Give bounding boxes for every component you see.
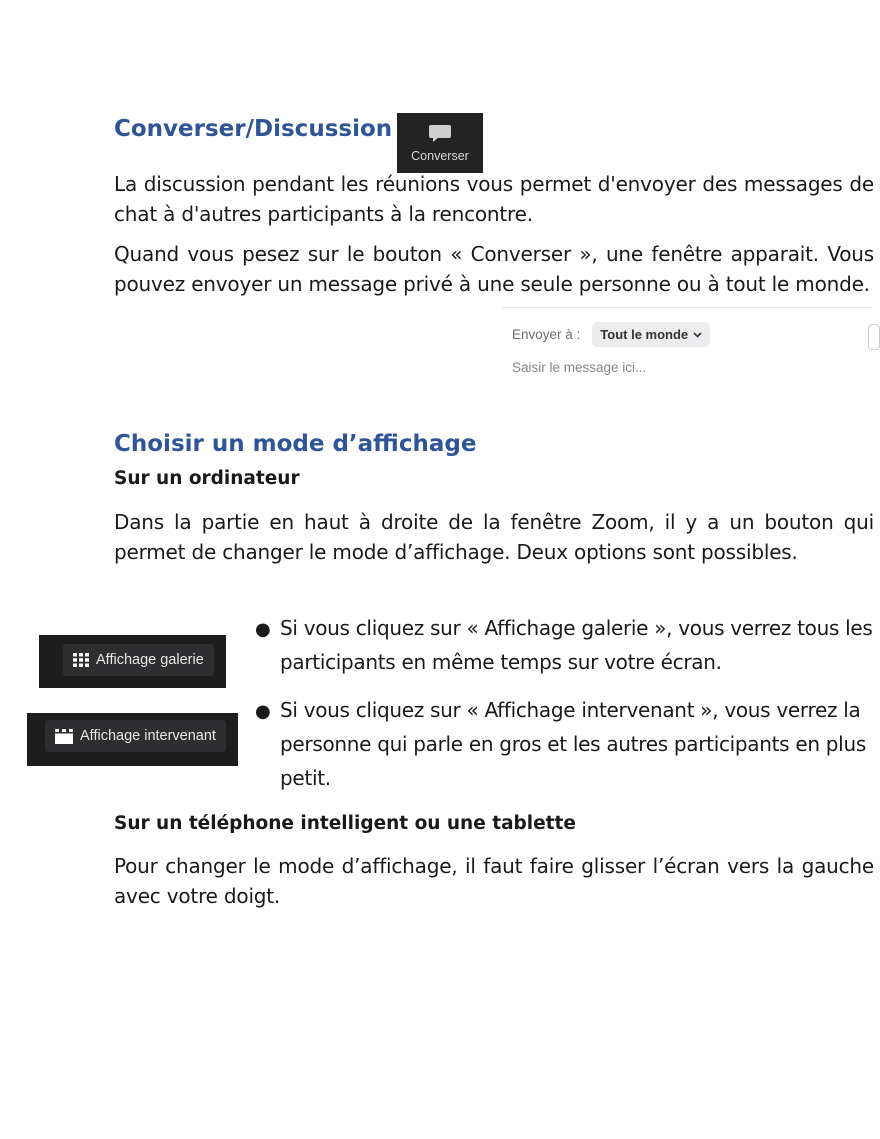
recipient-value: Tout le monde: [600, 327, 689, 342]
message-input[interactable]: Saisir le message ici...: [512, 360, 647, 375]
bullet-gallery: Si vous cliquez sur « Affichage galerie », vous verrez tous les participants en même temps sur votre écran.: [280, 616, 873, 674]
bullet-marker: ●: [255, 701, 271, 722]
chat-paragraph-1: La discussion pendant les réunions vous permet d'envoyer des messages de chat à d'autres participants à la rencontre.: [114, 172, 874, 226]
bullet-speaker: Si vous cliquez sur « Affichage intervenant », vous verrez la personne qui parle en gros et les autres participants en plus petit.: [280, 698, 866, 790]
section-title-view-mode: Choisir un mode d’affichage: [114, 431, 477, 457]
speaker-view-label: Affichage intervenant: [80, 728, 216, 744]
subheading-phone: Sur un téléphone intelligent ou une tablette: [114, 813, 576, 834]
chat-bubble-icon: [428, 124, 452, 144]
bullet-marker: ●: [255, 619, 271, 640]
chat-paragraph-2: Quand vous pesez sur le bouton « Converser », une fenêtre apparait. Vous pouvez envoyer un message privé à une seule personne ou à tout le monde.: [114, 242, 874, 296]
subheading-computer: Sur un ordinateur: [114, 468, 300, 489]
grid-icon: [73, 653, 89, 667]
chat-panel: [502, 307, 872, 388]
gallery-view-panel: [39, 635, 226, 688]
chat-button-label: Converser: [411, 148, 469, 163]
panel-edge: [868, 324, 880, 350]
gallery-view-button[interactable]: [63, 644, 214, 676]
section-title-chat: Converser/Discussion: [114, 116, 393, 142]
send-to-row: [512, 322, 710, 347]
speaker-view-icon: [55, 729, 73, 744]
gallery-view-label: Affichage galerie: [96, 652, 204, 668]
speaker-view-button[interactable]: [45, 720, 226, 752]
computer-paragraph: Dans la partie en haut à droite de la fenêtre Zoom, il y a un bouton qui permet de changer le mode d’affichage. Deux options sont possibles.: [114, 510, 874, 564]
recipient-dropdown[interactable]: [592, 322, 710, 347]
chat-button[interactable]: [397, 113, 483, 173]
speaker-view-panel: [27, 713, 238, 766]
send-to-label: Envoyer à :: [512, 327, 581, 342]
chevron-down-icon: [693, 332, 702, 338]
phone-paragraph: Pour changer le mode d’affichage, il faut faire glisser l’écran vers la gauche avec votre doigt.: [114, 854, 874, 908]
